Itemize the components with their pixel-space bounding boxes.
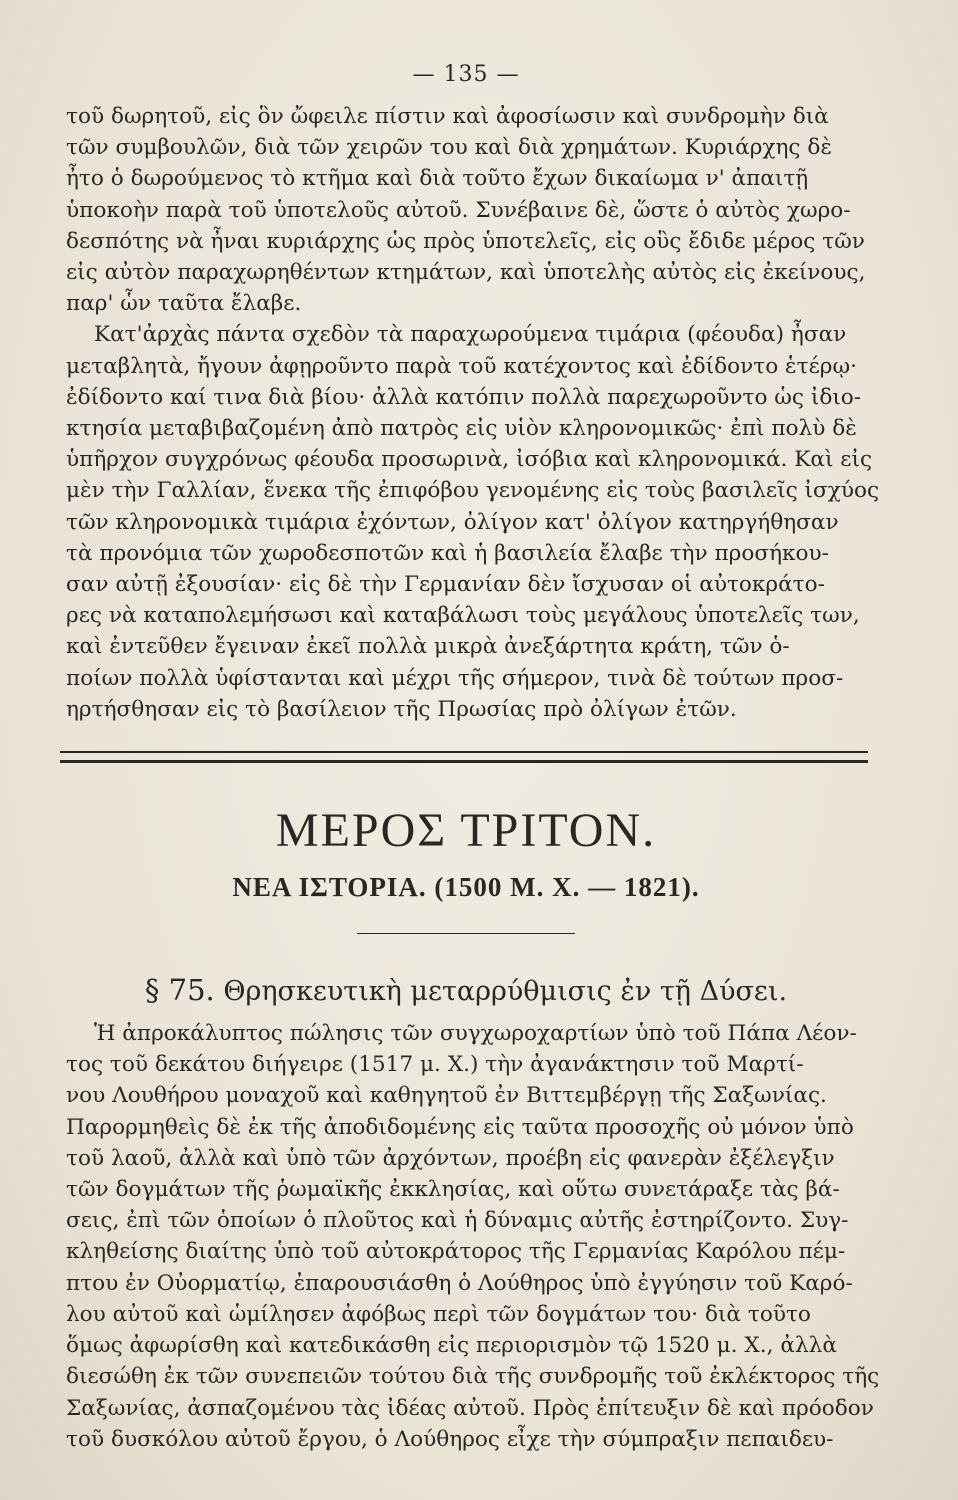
text-line: κτησία μεταβιβαζομένη ἀπὸ πατρὸς εἰς υἱὸν κληρονομικῶς· ἐπὶ πολὺ δὲ bbox=[66, 416, 857, 442]
text-line: ὑποκοὴν παρὰ τοῦ ὑποτελοῦς αὐτοῦ. Συνέβαινε δὲ, ὥστε ὁ αὐτὸς χωρο- bbox=[66, 197, 851, 223]
text-line: ὑπῆρχον συγχρόνως φέουδα προσωρινὰ, ἰσόβια καὶ κληρονομικά. Καὶ εἰς bbox=[66, 447, 873, 473]
text-line: καὶ ἐντεῦθεν ἔγειναν ἐκεῖ πολλὰ μικρὰ ἀνεξάρτητα κράτη, τῶν ὁ- bbox=[66, 634, 790, 660]
text-line: ηρτήσθησαν εἰς τὸ βασίλειον τῆς Πρωσίας πρὸ ὀλίγων ἐτῶν. bbox=[66, 696, 737, 722]
text-line: τοῦ δυσκόλου αὐτοῦ ἔργου, ὁ Λούθηρος εἶχε τὴν σύμπραξιν πεπαιδευ- bbox=[66, 1426, 834, 1452]
page-number: — 135 — bbox=[412, 62, 520, 87]
text-line: νου Λουθήρου μοναχοῦ καὶ καθηγητοῦ ἐν Βιττεμβέργῃ τῆς Σαξωνίας. bbox=[66, 1083, 827, 1109]
section-heading bbox=[66, 970, 866, 1012]
text-line: τῶν κληρονομικὰ τιμάρια ἐχόντων, ὀλίγον κατ' ὀλίγον κατηργήθησαν bbox=[66, 509, 839, 535]
text-line: τῶν συμβουλῶν, διὰ τῶν χειρῶν του καὶ διὰ χρημάτων. Κυριάρχης δὲ bbox=[66, 135, 832, 161]
text-line: ποίων πολλὰ ὑφίστανται καὶ μέχρι τῆς σήμερον, τινὰ δὲ τούτων προσ- bbox=[66, 665, 844, 691]
text-line: λου αὐτοῦ καὶ ὡμίλησεν ἀφόβως περὶ τῶν δογμάτων του· διὰ τοῦτο bbox=[66, 1301, 811, 1327]
text-line: Σαξωνίας, ἀσπαζομένου τὰς ἰδέας αὐτοῦ. Πρὸς ἐπίτευξιν δὲ καὶ πρόοδον bbox=[66, 1395, 874, 1421]
short-divider bbox=[357, 933, 575, 934]
text-line: δεσπότης νὰ ἦναι κυριάρχης ὡς πρὸς ὑποτελεῖς, εἰς οὓς ἔδιδε μέρος τῶν bbox=[66, 228, 865, 254]
part-title: ΜΕΡΟΣ ΤΡΙΤΟΝ. bbox=[275, 804, 657, 858]
text-line: ἐδίδοντο καί τινα διὰ βίου· ἀλλὰ κατόπιν πολλὰ παρεχωροῦντο ὡς ἰδιο- bbox=[66, 384, 862, 410]
part-subtitle: ΝΕΑ ΙΣΤΟΡΙΑ. (1500 Μ. Χ. — 1821). bbox=[232, 872, 700, 903]
text-line: πτου ἐν Οὐορματίῳ, ἐπαρουσιάσθη ὁ Λούθηρος ὑπὸ ἐγγύησιν τοῦ Καρό- bbox=[66, 1270, 853, 1296]
text-line: μεταβλητὰ, ἤγουν ἀφῃροῦντο παρὰ τοῦ κατέχοντος καὶ ἐδίδοντο ἑτέρῳ· bbox=[66, 353, 857, 379]
text-line: τὰ προνόμια τῶν χωροδεσποτῶν καὶ ἡ βασιλεία ἔλαβε τὴν προσήκου- bbox=[66, 540, 829, 566]
text-line: Κατ'ἀρχὰς πάντα σχεδὸν τὰ παραχωρούμενα τιμάρια (φέουδα) ἦσαν bbox=[94, 322, 847, 348]
text-line: ἦτο ὁ δωρούμενος τὸ κτῆμα καὶ διὰ τοῦτο ἔχων δικαίωμα ν' ἀπαιτῇ bbox=[66, 166, 809, 192]
paragraph-1 bbox=[66, 101, 866, 319]
text-line: παρ' ὧν ταῦτα ἔλαβε. bbox=[66, 291, 302, 317]
text-line: τοῦ δωρητοῦ, εἰς ὃν ὤφειλε πίστιν καὶ ἀφοσίωσιν καὶ συνδρομὴν διὰ bbox=[66, 104, 829, 129]
double-divider bbox=[60, 751, 868, 763]
text-line: Ἡ ἀπροκάλυπτος πώλησις τῶν συγχωροχαρτίων ὑπὸ τοῦ Πάπα Λέον- bbox=[94, 1021, 857, 1047]
text-line: κληθείσης διαίτης ὑπὸ τοῦ αὐτοκράτορος τῆς Γερμανίας Καρόλου πέμ- bbox=[66, 1239, 846, 1265]
text-line: ρες νὰ καταπολεμήσωσι καὶ καταβάλωσι τοὺς μεγάλους ὑποτελεῖς των, bbox=[66, 603, 860, 629]
text-line: τος τοῦ δεκάτου διήγειρε (1517 μ. Χ.) τὴν ἀγανάκτησιν τοῦ Μαρτί- bbox=[66, 1052, 804, 1078]
text-line: ὅμως ἀφωρίσθη καὶ κατεδικάσθη εἰς περιορισμὸν τῷ 1520 μ. Χ., ἀλλὰ bbox=[66, 1333, 837, 1359]
section-title: Θρησκευτικὴ μεταρρύθμισις ἐν τῇ Δύσει. bbox=[223, 976, 788, 1008]
text-line: σαν αὐτῇ ἐξουσίαν· εἰς δὲ τὴν Γερμανίαν δὲν ἴσχυσαν οἱ αὐτοκράτο- bbox=[66, 572, 825, 598]
text-line: σεις, ἐπὶ τῶν ὁποίων ὁ πλοῦτος καὶ ἡ δύναμις αὐτῆς ἐστηρίζοντο. Συγ- bbox=[66, 1208, 849, 1234]
paragraph-2 bbox=[66, 319, 880, 725]
text-line: εἰς αὐτὸν παραχωρηθέντων κτημάτων, καὶ ὑποτελὴς αὐτὸς εἰς ἐκείνους, bbox=[66, 260, 866, 286]
text-line: τοῦ λαοῦ, ἀλλὰ καὶ ὑπὸ τῶν ἀρχόντων, προέβη εἰς φανερὰν ἐξέλεγξιν bbox=[66, 1145, 835, 1171]
text-line: Παρορμηθεὶς δὲ ἐκ τῆς ἀποδιδομένης εἰς ταῦτα προσοχῆς οὐ μόνον ὑπὸ bbox=[66, 1114, 854, 1140]
text-line: διεσώθη ἐκ τῶν συνεπειῶν τούτου διὰ τῆς συνδρομῆς τοῦ ἐκλέκτορος τῆς bbox=[66, 1364, 880, 1390]
section-paragraph bbox=[66, 1018, 880, 1455]
text-line: τῶν δογμάτων τῆς ῥωμαϊκῆς ἐκκλησίας, καὶ οὕτω συνετάραξε τὰς βά- bbox=[66, 1177, 840, 1203]
text-line: μὲν τὴν Γαλλίαν, ἕνεκα τῆς ἐπιφόβου γενομένης εἰς τοὺς βασιλεῖς ἰσχύος bbox=[66, 478, 880, 504]
section-number: § 75. bbox=[144, 973, 215, 1008]
continuation-text bbox=[66, 101, 880, 725]
